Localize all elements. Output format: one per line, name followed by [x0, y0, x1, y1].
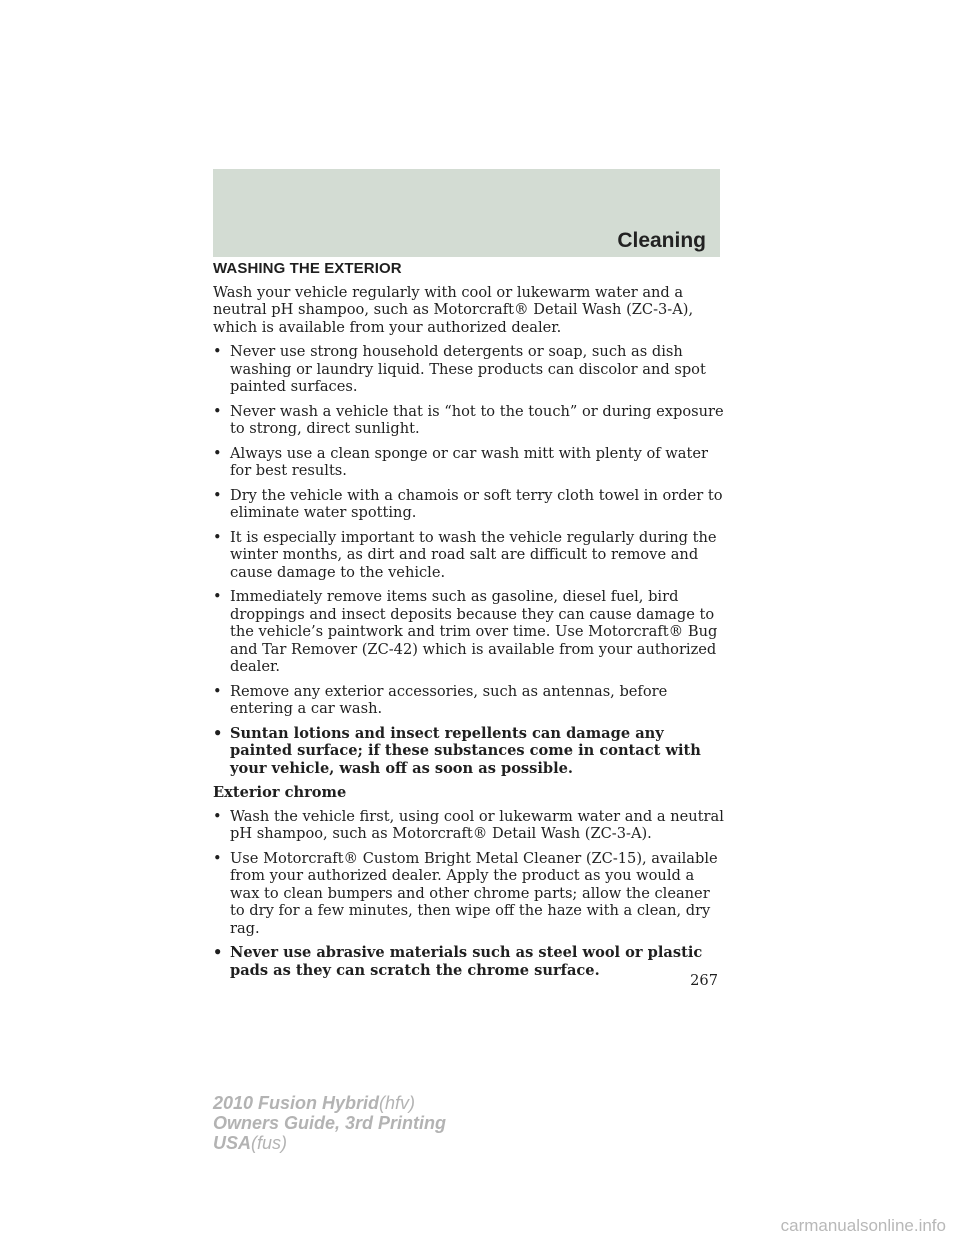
list-item-text: It is especially important to wash the vehicle regularly during the winter months, as dirt and road salt are difficult to remove and cause damage to the vehicle. — [230, 528, 717, 581]
subsection-heading: Exterior chrome — [213, 784, 347, 801]
list-item — [213, 343, 725, 396]
bullet-icon: • — [213, 682, 222, 700]
bullet-icon: • — [213, 402, 222, 420]
list-item — [213, 588, 725, 676]
list-item — [213, 683, 725, 718]
list-item — [213, 403, 725, 438]
bullet-icon: • — [213, 944, 223, 961]
bullet-icon: • — [213, 849, 222, 867]
list-item-text: Never use strong household detergents or soap, such as dish washing or laundry liquid. These products can discolor and spot painted surfaces. — [230, 343, 706, 395]
bullet-icon: • — [213, 724, 223, 742]
bullet-icon: • — [213, 343, 222, 360]
footer-edition-info — [213, 1093, 446, 1153]
list-item-text: Use Motorcraft® Custom Bright Metal Cleaner (ZC-15), available from your authorized dealer. Apply the product as you would a wax to clean bumpers and other chrome parts; allow the cleaner to dry for a few minutes, then wipe off the haze with a clean, dry rag. — [230, 849, 718, 937]
list-item — [213, 445, 725, 480]
list-item-text: Never use abrasive materials such as steel wool or plastic pads as they can scratch the chrome surface. — [230, 944, 703, 979]
list-item — [213, 808, 725, 843]
list-item-text: Suntan lotions and insect repellents can damage any painted surface; if these substances come in contact with your vehicle, wash off as soon as possible. — [230, 724, 701, 777]
site-watermark: carmanualsonline.info — [780, 1216, 946, 1235]
footer-line-model: 2010 Fusion Hybrid(hfv) — [213, 1093, 416, 1113]
list-item — [213, 487, 725, 522]
list-item-text: Immediately remove items such as gasoline, diesel fuel, bird droppings and insect deposits because they can cause damage to the vehicle’s paintwork and trim over time. Use Motorcraft® Bug and Tar Remover (ZC-42) which is available from your authorized dealer. — [230, 588, 718, 675]
bullet-icon: • — [213, 444, 222, 462]
list-item-text: Dry the vehicle with a chamois or soft terry cloth towel in order to eliminate water spotting. — [230, 486, 723, 521]
bullet-icon: • — [213, 486, 222, 504]
list-item — [213, 850, 725, 938]
bullet-icon: • — [213, 807, 222, 825]
list-item-text: Always use a clean sponge or car wash mitt with plenty of water for best results. — [230, 444, 708, 479]
list-item-text: Wash the vehicle first, using cool or lukewarm water and a neutral pH shampoo, such as Motorcraft® Detail Wash (ZC-3-A). — [230, 807, 724, 842]
page-content — [213, 260, 725, 986]
bullet-icon: • — [213, 588, 222, 605]
list-item-text: Remove any exterior accessories, such as antennas, before entering a car wash. — [230, 682, 668, 717]
section-heading: WASHING THE EXTERIOR — [213, 260, 402, 277]
chapter-title: Cleaning — [617, 229, 706, 252]
list-item-text: Never wash a vehicle that is “hot to the touch” or during exposure to strong, direct sunlight. — [230, 402, 724, 437]
intro-paragraph: Wash your vehicle regularly with cool or lukewarm water and a neutral pH shampoo, such as Motorcraft® Detail Wash (ZC-3-A), which is available from your authorized dealer. — [213, 283, 694, 336]
warning-list-item — [213, 725, 725, 778]
chapter-header — [213, 169, 720, 257]
warning-list-item — [213, 944, 725, 979]
bullet-icon: • — [213, 528, 222, 546]
footer-line-printing: Owners Guide, 3rd Printing — [213, 1113, 447, 1133]
footer-line-market: USA(fus) — [213, 1133, 288, 1153]
page-number: 267 — [690, 972, 718, 989]
list-item — [213, 529, 725, 582]
